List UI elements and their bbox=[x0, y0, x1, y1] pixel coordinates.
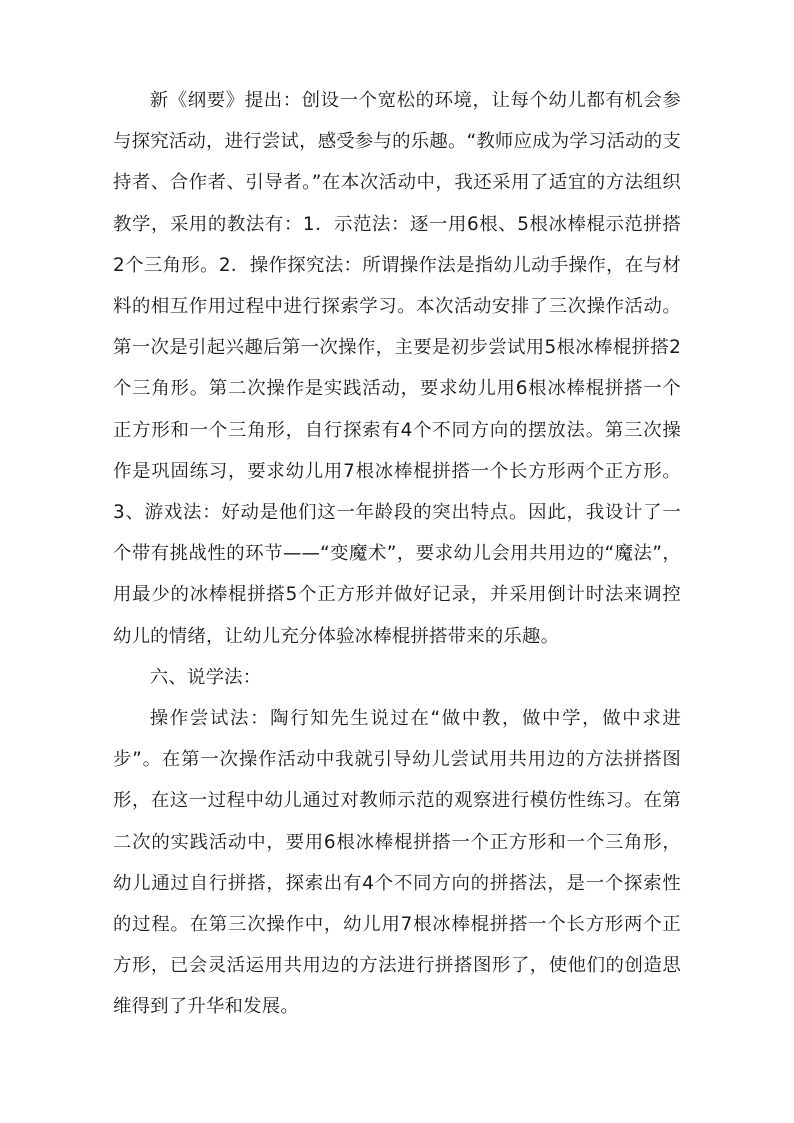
document-body bbox=[113, 80, 681, 1028]
paragraph-teaching-methods: 新《纲要》提出：创设一个宽松的环境，让每个幼儿都有机会参与探究活动，进行尝试，感受参与的乐趣。“教师应成为学习活动的支持者、合作者、引导者。”在本次活动中，我还采用了适宜的方法组织教学，采用的教法有：1．示范法：逐一用6根、5根冰棒棍示范拼搭2个三角形。2．操作探究法：所谓操作法是指幼儿动手操作，在与材料的相互作用过程中进行探索学习。本次活动安排了三次操作活动。第一次是引起兴趣后第一次操作，主要是初步尝试用5根冰棒棍拼搭2个三角形。第二次操作是实践活动，要求幼儿用6根冰棒棍拼搭一个正方形和一个三角形，自行探索有4个不同方向的摆放法。第三次操作是巩固练习，要求幼儿用7根冰棒棍拼搭一个长方形两个正方形。3、游戏法：好动是他们这一年龄段的突出特点。因此，我设计了一个带有挑战性的环节——“变魔术”，要求幼儿会用共用边的“魔法”，用最少的冰棒棍拼搭5个正方形并做好记录，并采用倒计时法来调控幼儿的情绪，让幼儿充分体验冰棒棍拼搭带来的乐趣。 bbox=[113, 90, 681, 647]
paragraph-learning-methods: 操作尝试法：陶行知先生说过在“做中教，做中学，做中求进步”。在第一次操作活动中我就引导幼儿尝试用共用边的方法拼搭图形，在这一过程中幼儿通过对教师示范的观察进行模仿性练习。在第二次的实践活动中，要用6根冰棒棍拼搭一个正方形和一个三角形，幼儿通过自行拼搭，探索出有4个不同方向的拼搭法，是一个探索性的过程。在第三次操作中，幼儿用7根冰棒棍拼搭一个长方形两个正方形，已会灵活运用共用边的方法进行拼搭图形了，使他们的创造思维得到了升华和发展。 bbox=[113, 708, 681, 1018]
section-heading-learning-methods: 六、说学法： bbox=[149, 666, 262, 688]
